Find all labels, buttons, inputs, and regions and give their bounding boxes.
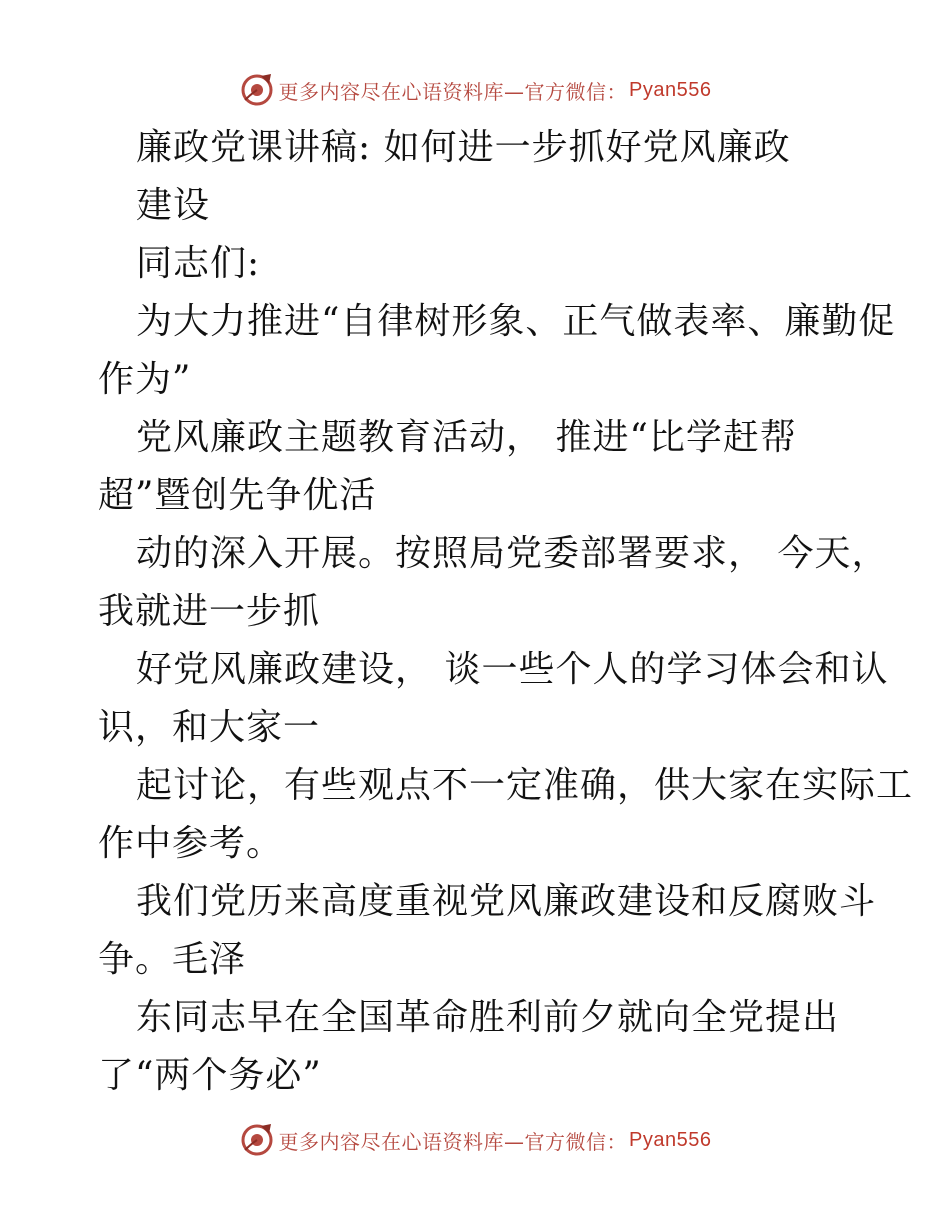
body-line: 为大力推进“自律树形象、正气做表率、廉勤促 xyxy=(136,301,896,342)
footer-banner-text: 更多内容尽在心语资料库—官方微信： xyxy=(278,1129,628,1154)
body-line: 东同志早在全国革命胜利前夕就向全党提出 xyxy=(136,997,840,1038)
body-line: 好党风廉政建设， 谈一些个人的学习体会和认 xyxy=(136,649,889,690)
body-line: 起讨论，有些观点不一定准确，供大家在实际工 xyxy=(136,765,914,806)
body-line: 作中参考。 xyxy=(98,823,284,864)
document-title-line-1: 廉政党课讲稿: 如何进一步抓好党风廉政 xyxy=(136,127,791,168)
footer-wechat-id: Pyan556 xyxy=(629,1128,712,1151)
footer-watermark-banner xyxy=(0,1120,950,1160)
body-line: 了“两个务必” xyxy=(98,1055,322,1096)
header-banner-text: 更多内容尽在心语资料库—官方微信： xyxy=(278,79,628,104)
pen-logo-icon xyxy=(239,72,275,108)
body-line: 同志们: xyxy=(136,243,261,284)
pen-logo-icon xyxy=(239,1122,275,1158)
body-line: 我们党历来高度重视党风廉政建设和反腐败斗 xyxy=(136,881,877,922)
header-wechat-id: Pyan556 xyxy=(629,78,712,101)
body-line: 争。毛泽 xyxy=(98,939,247,980)
body-line: 党风廉政主题教育活动， 推进“比学赶帮 xyxy=(136,417,797,458)
body-line: 识，和大家一 xyxy=(98,707,321,748)
document-title-line-2: 建设 xyxy=(136,185,211,226)
body-line: 我就进一步抓 xyxy=(98,591,321,632)
body-line: 动的深入开展。按照局党委部署要求， 今天， xyxy=(136,533,889,574)
body-line: 超”暨创先争优活 xyxy=(98,475,377,516)
header-watermark-banner xyxy=(0,70,950,110)
body-line: 作为” xyxy=(98,359,192,400)
